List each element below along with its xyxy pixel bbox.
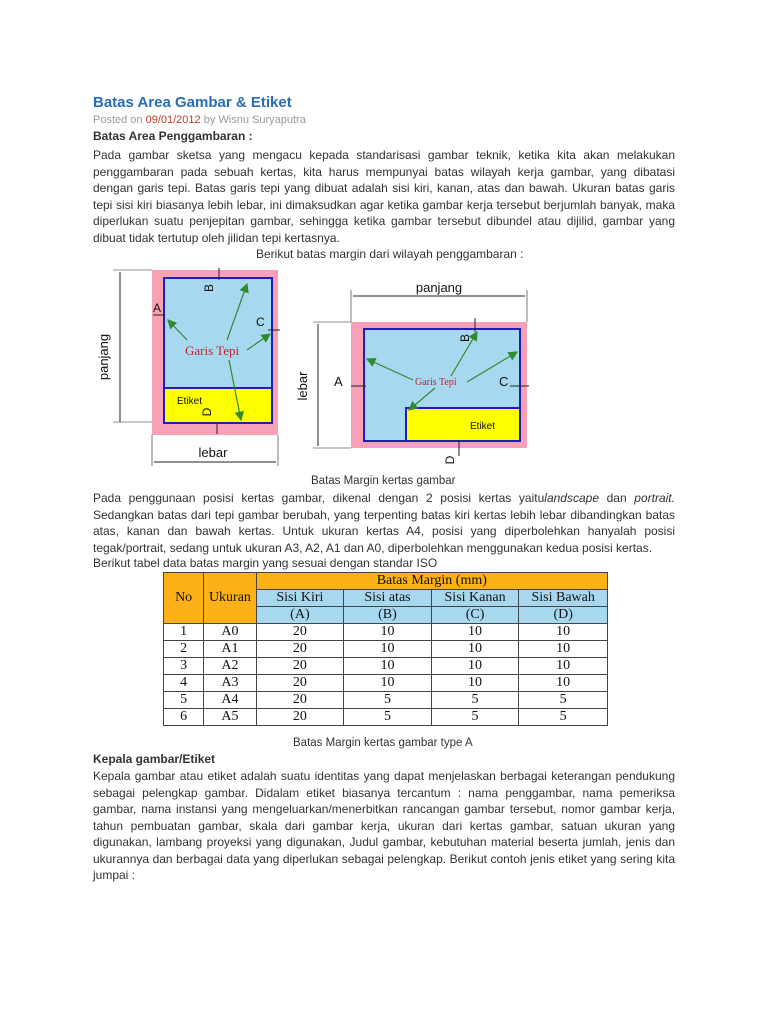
table-intro-line: Berikut tabel data batas margin yang sesuai dengan standar ISO (93, 556, 438, 570)
table-cell: 10 (431, 624, 519, 641)
portrait-etiket-label: Etiket (177, 396, 203, 407)
sub-header-code: (A) (256, 607, 344, 624)
table-cell: A0 (204, 624, 256, 641)
portrait-diagram (96, 268, 280, 466)
portrait-label-a: A (153, 301, 162, 315)
portrait-panjang-label: panjang (96, 333, 111, 381)
post-meta (93, 114, 306, 126)
sub-header-name: Sisi Kiri (256, 590, 344, 607)
landscape-label-a: A (334, 374, 343, 389)
portrait-garis-tepi-label: Garis Tepi (185, 343, 240, 358)
section-heading-batas-area: Batas Area Penggambaran : (93, 129, 253, 143)
paragraph-etiket: Kepala gambar atau etiket adalah suatu identitas yang dapat menjelaskan berbagai keterangan pendukung sebagai pelengkap gambar. Didalam etiket biasanya tercantum : nama penggambar, nama pemeriksa gambar, nama instansi yang mengeluarkan/menerbitkan rancangan gambar tersebut, nomor gambar kerja, tahun pembuatan gambar, skala dari gambar kerja, ukuran dari kertas gambar, satuan ukuran yang digunakan, lambang proyeksi yang digunakan, Judul gambar, kebutuhan material beserta jumlah, jenis dan ukurannya dan berbagai data yang diperlukan sebagai pelengkap. Berikut contoh jenis etiket yang sering kita jumpai : (93, 769, 675, 882)
portrait-label-c: C (256, 315, 265, 329)
col-header-no: No (164, 573, 204, 624)
table-cell: 10 (431, 675, 519, 692)
figure-caption-margin: Batas Margin kertas gambar (311, 475, 456, 487)
table-cell: 20 (256, 675, 344, 692)
landscape-panjang-label: panjang (415, 280, 463, 295)
table-cell: 10 (519, 658, 608, 675)
portrait-term: portrait. (634, 491, 675, 505)
para-text-3: Sedangkan batas dari tepi gambar berubah, yang terpenting batas kiri kertas lebih lebar dibandingkan batas atas, kanan dan bawah kertas. Untuk ukuran kertas A4, posisi yang diperbolehkan hanyalah posisi tegak/portrait, sedang untuk ukuran A3, A2, A1 dan A0, diperbolehkan menggunakan kedua posisi kertas. (93, 507, 675, 555)
table-row (164, 624, 608, 641)
sub-header-name: Sisi atas (344, 590, 432, 607)
table-cell: 20 (256, 641, 344, 658)
sub-header-name: Sisi Kanan (431, 590, 519, 607)
table-cell: 20 (256, 624, 344, 641)
landscape-label-d: D (443, 455, 457, 465)
table-cell: 5 (431, 709, 519, 726)
table-row (164, 692, 608, 709)
table-cell: 10 (344, 624, 432, 641)
table-row (164, 658, 608, 675)
table-cell: 5 (519, 692, 608, 709)
meta-prefix: Posted on (93, 114, 146, 126)
portrait-lebar-label: lebar (198, 445, 228, 460)
landscape-label-b: B (458, 333, 472, 343)
para-text-1: Pada penggunaan posisi kertas gambar, dikenal dengan 2 posisi kertas yaitu (93, 491, 545, 505)
table-cell: 6 (164, 709, 204, 726)
paragraph-batas-area: Pada gambar sketsa yang mengacu kepada standarisasi gambar teknik, ketika kita akan melakukan penggambaran pada sebuah kertas, kita harus mempunyai batas wilayah kerja gambar, yang dibatasi dengan garis tepi. Batas garis tepi yang dibuat adalah sisi kiri, kanan, atas dan bawah. Ukuran batas garis tepi sisi kiri biasanya lebih lebar, ini dimaksudkan agar ketika gambar kerja tersebut berjumlah banyak, maka diperlukan suatu penjepitan gambar, sehingga ketika gambar tersebut dibundel atau dijilid, gambar yang dibuat tidak tertutup oleh jilidan tepi kertasnya. (93, 148, 675, 245)
portrait-label-b: B (202, 283, 216, 293)
table-cell: 3 (164, 658, 204, 675)
figure-intro-line: Berikut batas margin dari wilayah penggambaran : (256, 247, 524, 261)
meta-author: by Wisnu Suryaputra (200, 114, 306, 126)
section-heading-etiket: Kepala gambar/Etiket (93, 752, 216, 766)
table-cell: A1 (204, 641, 256, 658)
table-cell: 5 (431, 692, 519, 709)
portrait-label-d: D (200, 407, 214, 417)
sub-header-code: (D) (519, 607, 608, 624)
sub-header-code: (C) (431, 607, 519, 624)
col-header-ukuran: Ukuran (204, 573, 256, 624)
table-cell: A4 (204, 692, 256, 709)
table-cell: 10 (431, 658, 519, 675)
table-cell: 10 (519, 675, 608, 692)
table-cell: 10 (519, 641, 608, 658)
table-row (164, 675, 608, 692)
table-cell: 20 (256, 658, 344, 675)
table-cell: A3 (204, 675, 256, 692)
post-date-link[interactable]: 09/01/2012 (145, 114, 201, 126)
table-cell: 20 (256, 692, 344, 709)
landscape-etiket-label: Etiket (470, 421, 496, 432)
table-caption: Batas Margin kertas gambar type A (293, 737, 473, 749)
table-cell: 5 (344, 709, 432, 726)
table-cell: 10 (344, 658, 432, 675)
table-cell: A2 (204, 658, 256, 675)
landscape-term: landscape (544, 491, 599, 505)
iso-margin-table (163, 572, 608, 726)
landscape-diagram (295, 280, 529, 464)
table-row (164, 641, 608, 658)
landscape-lebar-label: lebar (295, 371, 310, 401)
sub-header-name: Sisi Bawah (519, 590, 608, 607)
table-cell: A5 (204, 709, 256, 726)
group-header-batas-margin: Batas Margin (mm) (256, 573, 607, 590)
landscape-garis-tepi-label: Garis Tepi (415, 377, 457, 388)
margin-diagram-figure (93, 262, 533, 468)
landscape-etiket-box (406, 408, 520, 441)
sub-header-code: (B) (344, 607, 432, 624)
para-text-2: dan (599, 491, 635, 505)
table-row (164, 709, 608, 726)
table-cell: 10 (344, 641, 432, 658)
table-cell: 20 (256, 709, 344, 726)
table-cell: 10 (344, 675, 432, 692)
table-cell: 2 (164, 641, 204, 658)
article-title[interactable]: Batas Area Gambar & Etiket (93, 94, 292, 111)
table-cell: 4 (164, 675, 204, 692)
table-cell: 5 (344, 692, 432, 709)
paragraph-posisi-kertas (93, 490, 675, 556)
table-cell: 1 (164, 624, 204, 641)
table-cell: 10 (431, 641, 519, 658)
table-cell: 10 (519, 624, 608, 641)
table-cell: 5 (519, 709, 608, 726)
table-cell: 5 (164, 692, 204, 709)
landscape-label-c: C (499, 374, 509, 389)
